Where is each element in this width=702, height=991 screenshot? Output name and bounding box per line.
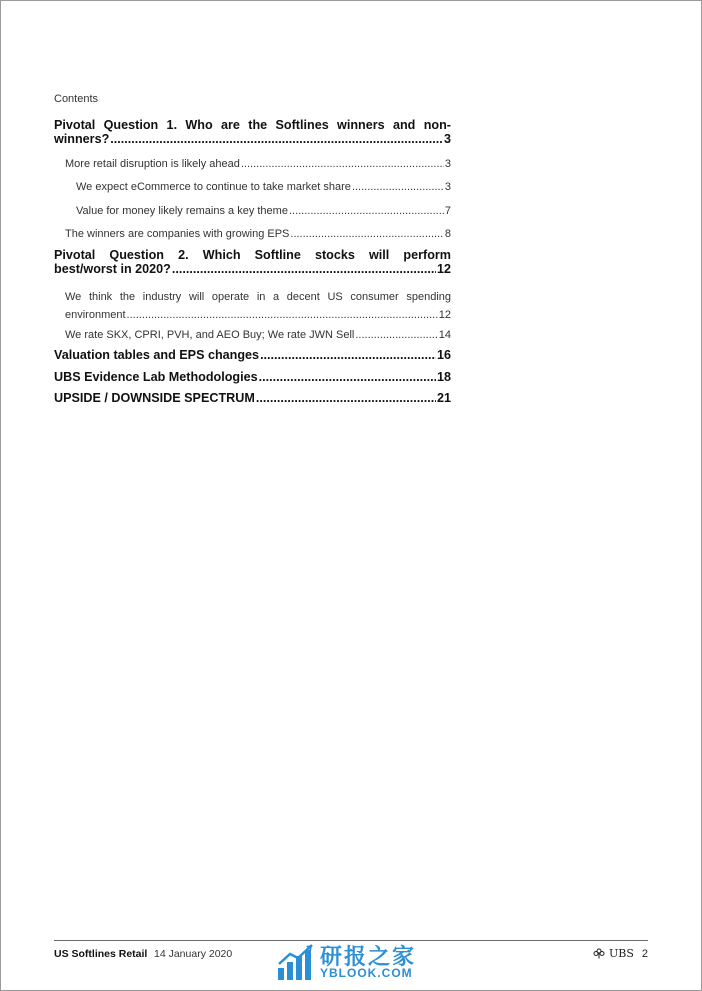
watermark	[276, 940, 436, 986]
toc-entry-evidence-lab[interactable]	[54, 370, 451, 384]
toc-entry-ratings[interactable]	[65, 329, 451, 341]
toc-entry-pivotal-question-1[interactable]	[54, 118, 451, 146]
toc-leader-dots	[241, 158, 444, 170]
toc-page-number: 14	[438, 329, 451, 341]
toc-entry-valuation-tables[interactable]	[54, 348, 451, 362]
toc-page-number: 16	[436, 348, 451, 362]
toc-entry-title-line2: best/worst in 2020?	[54, 262, 171, 276]
toc-entry-title: Value for money likely remains a key theme	[76, 205, 288, 217]
toc-entry-title: The winners are companies with growing EPS	[65, 228, 290, 240]
watermark-domain-text: YBLOOK.COM	[320, 966, 413, 980]
toc-entry-title-line2: environment	[65, 309, 126, 321]
toc-entry-upside-downside[interactable]	[54, 391, 451, 405]
toc-page-number: 7	[444, 205, 451, 217]
watermark-chinese-text: 研报之家	[320, 945, 417, 970]
toc-page-number: 12	[436, 262, 451, 276]
toc-entry-value-for-money[interactable]	[76, 205, 451, 217]
toc-entry-title: UPSIDE / DOWNSIDE SPECTRUM	[54, 391, 255, 405]
footer-brand-page	[593, 947, 648, 960]
toc-entry-title: More retail disruption is likely ahead	[65, 158, 240, 170]
toc-leader-dots	[259, 370, 436, 384]
toc-page-number: 3	[443, 132, 451, 146]
toc-entry-title: We expect eCommerce to continue to take market share	[76, 181, 351, 193]
toc-entry-title-line1: Pivotal Question 1. Who are the Softlines winners and non-	[54, 118, 451, 132]
toc-entry-title-line2: winners?	[54, 132, 110, 146]
toc-leader-dots	[172, 262, 436, 276]
toc-leader-dots	[290, 228, 443, 240]
footer-date: 14 January 2020	[154, 948, 233, 960]
toc-leader-dots	[352, 181, 444, 193]
toc-page-number: 12	[438, 309, 451, 321]
toc-leader-dots	[256, 391, 436, 405]
toc-entry-pivotal-question-2[interactable]	[54, 248, 451, 276]
toc-page-number: 3	[444, 181, 451, 193]
toc-page-number: 21	[436, 391, 451, 405]
toc-entry-ecommerce-share[interactable]	[76, 181, 451, 193]
toc-leader-dots	[110, 132, 443, 146]
toc-entry-us-consumer-spending[interactable]	[65, 288, 451, 324]
page-number: 2	[641, 947, 648, 960]
toc-leader-dots	[127, 306, 438, 324]
toc-entry-title: We rate SKX, CPRI, PVH, and AEO Buy; We rate JWN Sell	[65, 329, 355, 341]
ubs-brand-text: UBS	[608, 947, 634, 960]
toc-entry-title: Valuation tables and EPS changes	[54, 348, 260, 362]
toc-entry-title-line1: We think the industry will operate in a decent US consumer spending	[65, 291, 451, 303]
toc-leader-dots	[355, 329, 437, 341]
toc-leader-dots	[260, 348, 436, 362]
toc-entry-title: UBS Evidence Lab Methodologies	[54, 370, 258, 384]
toc-page-number: 18	[436, 370, 451, 384]
toc-entry-retail-disruption[interactable]	[65, 158, 451, 170]
toc-page-number: 3	[444, 158, 451, 170]
contents-heading: Contents	[54, 93, 99, 105]
bar-chart-logo-icon	[276, 942, 316, 982]
footer-report-title: US Softlines Retail	[54, 948, 148, 960]
toc-entry-winners-growing-eps[interactable]	[65, 228, 451, 240]
toc-leader-dots	[289, 205, 444, 217]
ubs-keys-icon	[593, 948, 605, 959]
toc-entry-title-line1: Pivotal Question 2. Which Softline stocks will perform	[54, 248, 451, 262]
toc-page-number: 8	[444, 228, 451, 240]
